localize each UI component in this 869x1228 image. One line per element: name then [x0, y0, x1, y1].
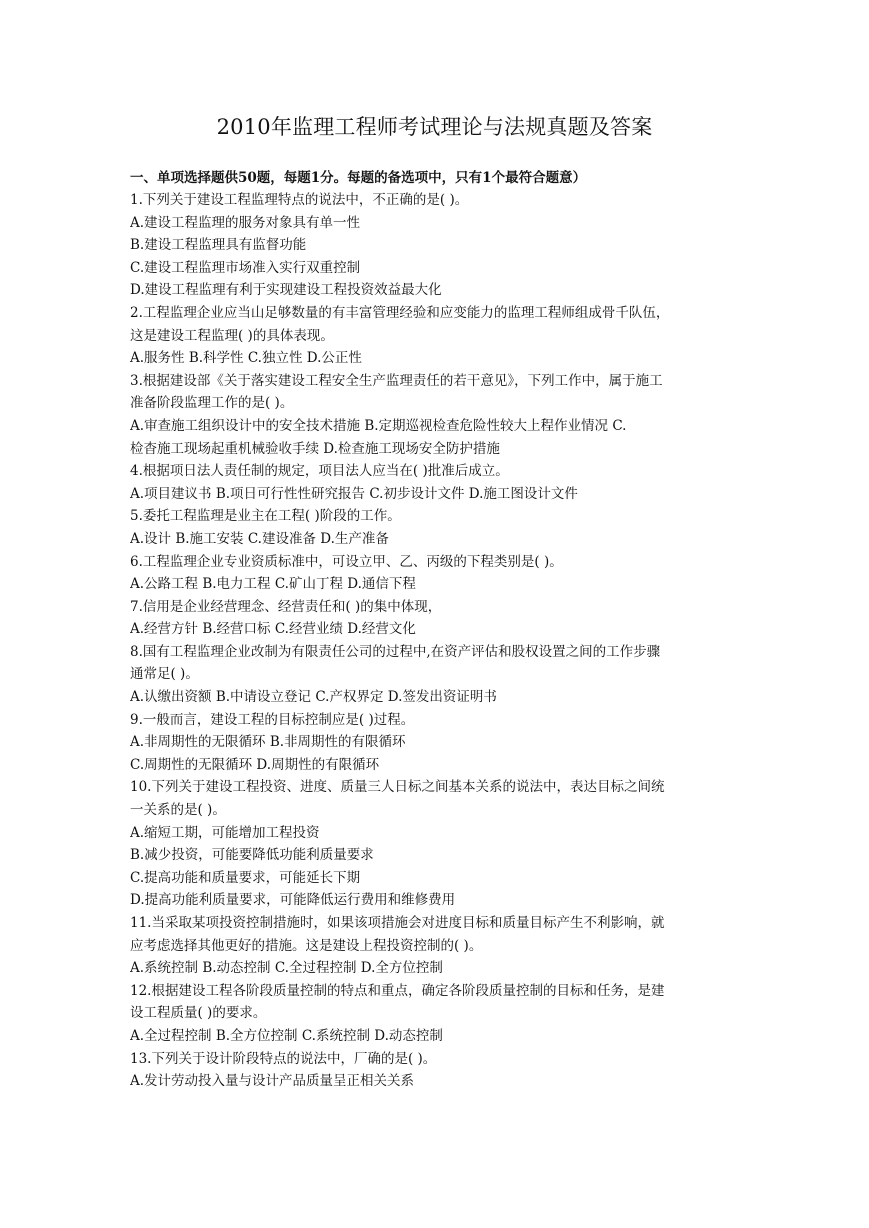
text-line: 9.一般而言，建设工程的目标控制应是( )过程。	[130, 711, 415, 728]
text-line: B.减少投资，可能要降低功能利质量要求	[130, 847, 374, 864]
text-line: A.认缴出资额 B.中请设立登记 C.产权界定 D.签发出资证明书	[130, 689, 497, 706]
text-line: A.项目建议书 B.项日可行性性研究报告 C.初步设计文件 D.施工图设计文件	[130, 485, 578, 502]
text-line: 设工程质量( )的要求。	[130, 1005, 267, 1022]
text-line: A.经营方针 B.经营口标 C.经营业绩 D.经营文化	[130, 621, 416, 638]
text-line: A.系统控制 B.动态控制 C.全过程控制 D.全方位控制	[130, 960, 443, 977]
text-line: A.建设工程监理的服务对象具有单一性	[130, 214, 361, 231]
text-line: A.审查施工组织设计中的安全技术措施 B.定期巡视检查危险性较大上程作业情况 C.	[130, 417, 627, 434]
text-line: 2.工程监理企业应当山足够数量的有丰富管理经验和应变能力的监理工程师组成骨千队伍，	[130, 304, 670, 321]
document-body	[130, 189, 739, 1093]
text-line: A.公路工程 B.电力工程 C.矿山丁程 D.通信下程	[130, 576, 416, 593]
text-line: 通常足( )。	[130, 666, 199, 683]
text-line: 4.根据项日法人责任制的规定，项目法人应当在( )批准后成立。	[130, 463, 509, 480]
text-line: 1.下列关于建设工程监理特点的说法中，不正确的是( )。	[130, 192, 469, 208]
text-line: B.建设工程监理具有监督功能	[130, 237, 307, 254]
section-heading: 一、单项选择题供50题，每题1分。每题的备选项中，只有1个最符合题意）	[130, 170, 587, 186]
text-line: A.服务性 B.科学性 C.独立性 D.公正性	[130, 350, 362, 367]
text-line: 11.当采取某项投资控制措施时，如果该项措施会对进度目标和质量目标产生不利影响，就	[130, 915, 665, 931]
text-line: A.非周期性的无限循环 B.非周期性的有限循环	[130, 734, 406, 751]
text-line: 10.下列关于建设工程投资、进度、质量三人日标之间基本关系的说法中，表达目标之间统	[130, 779, 665, 796]
text-line: A.缩短工期，可能增加工程投资	[130, 824, 320, 841]
text-line: 准备阶段监理工作的是( )。	[130, 395, 294, 412]
text-line: 应考虑选择其他更好的措施。这是建设上程投资控制的( )。	[130, 937, 483, 954]
text-line: 一关系的是( )。	[130, 802, 226, 819]
text-line: D.提高功能利质量要求，可能降低运行费用和维修费用	[130, 892, 456, 909]
text-line: 3.根据建设部《关于落实建设工程安全生产监理责任的若干意见》，下列工作中，属于施工	[130, 372, 663, 389]
text-line: 12.根据建设工程各阶段质量控制的特点和重点，确定各阶段质量控制的目标和任务，是建	[130, 982, 665, 999]
text-line: 7.信用是企业经营理念、经营责任和( )的集中体现，	[130, 598, 442, 615]
text-line: 这是建设工程监理( )的具体表现。	[130, 327, 334, 344]
text-line: 5.委托工程监理是业主在工程( )阶段的工作。	[130, 508, 401, 525]
text-line: A.设计 B.施工安装 C.建设准备 D.生产准备	[130, 530, 389, 547]
text-line: 13.下列关于设计阶段特点的说法中，厂确的是( )。	[130, 1050, 437, 1067]
text-line: C.提高功能和质量要求，可能延长下期	[130, 869, 361, 886]
text-line: C.周期性的无限循环 D.周期性的有限循环	[130, 756, 380, 773]
text-line: C.建设工程监理市场准入实行双重控制	[130, 259, 361, 276]
text-line: 检杳施工现场起重机械验收手续 D.检查施工现场安全防护措施	[130, 440, 500, 457]
text-line: A.发计劳动投入量与设计产品质量呈正相关关系	[130, 1073, 415, 1090]
text-line: A.全过程控制 B.全方位控制 C.系统控制 D.动态控制	[130, 1027, 443, 1044]
text-line: D.建设工程监理有利于实现建设工程投资效益最大化	[130, 282, 442, 299]
text-line: 8.国有工程监理企业改制为有限责任公司的过程中,在资产评估和股权设置之间的工作步骤	[130, 643, 661, 660]
document-title: 2010年监理工程师考试理论与法规真题及答案	[216, 115, 653, 139]
text-line: 6.工程监理企业专业资质标准中，可设立甲、乙、丙级的下程类别是( )。	[130, 553, 563, 570]
